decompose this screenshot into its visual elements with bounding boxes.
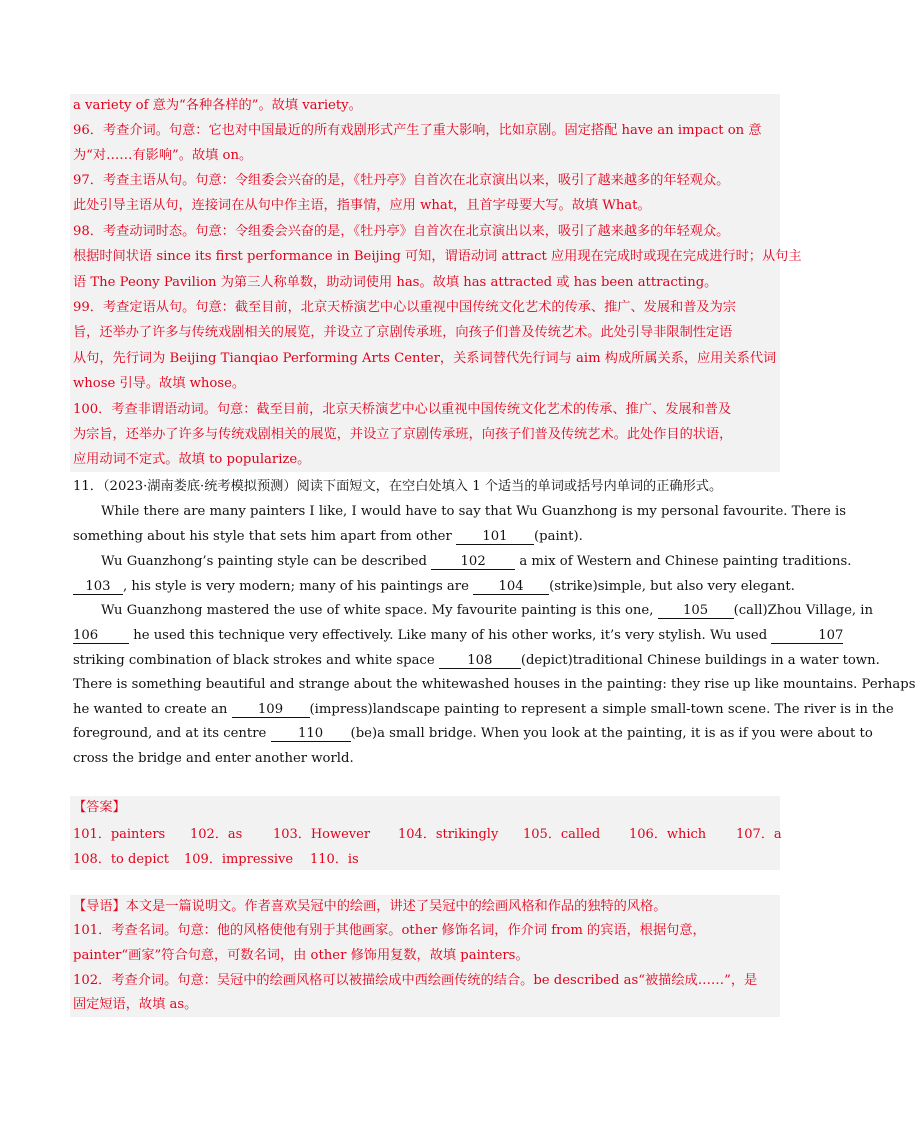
passage-line bbox=[101, 602, 873, 620]
blank-108[interactable]: 108 bbox=[439, 653, 521, 669]
explanation-line: whose 引导。故填 whose。 bbox=[73, 376, 246, 391]
passage-text: (call)Zhou Village, in bbox=[733, 603, 874, 618]
explanation-line: 从句，先行词为 Beijing Tianqiao Performing Arts Center，关系词替代先行词与 aim 构成所属关系，应用关系代词 bbox=[73, 351, 777, 366]
passage-line: cross the bridge and enter another world. bbox=[73, 751, 354, 766]
blank-110[interactable]: 110 bbox=[271, 726, 351, 742]
passage-text: (strike)simple, but also very elegant. bbox=[549, 579, 795, 594]
explanation-line: 96．考查介词。句意：它也对中国最近的所有戏剧形式产生了重大影响，比如京剧。固定搭配 have an impact on 意 bbox=[73, 123, 762, 138]
blank-109[interactable]: 109 bbox=[232, 702, 310, 718]
explanation-line: painter“画家”符合句意，可数名词，由 other 修饰用复数，故填 painters。 bbox=[73, 948, 529, 963]
explanation-line: 【导语】本文是一篇说明文。作者喜欢吴冠中的绘画，讲述了吴冠中的绘画风格和作品的独特的风格。 bbox=[73, 899, 667, 914]
passage-text: , his style is very modern; many of his paintings are bbox=[123, 579, 469, 594]
passage-text: (be)a small bridge. When you look at the painting, it is as if you were about to bbox=[350, 726, 873, 741]
blank-106[interactable]: 106 bbox=[73, 628, 129, 644]
blank-104[interactable]: 104 bbox=[473, 579, 549, 595]
passage-text: he used this technique very effectively. Like many of his other works, it’s very stylish. Wu used bbox=[133, 628, 768, 643]
explanation-line: 97．考查主语从句。句意：令组委会兴奋的是，《牡丹亭》自首次在北京演出以来，吸引了越来越多的年轻观众。 bbox=[73, 173, 730, 188]
explanation-line: 为宗旨，还举办了许多与传统戏剧相关的展览，并设立了京剧传承班，向孩子们普及传统艺术。此处作目的状语， bbox=[73, 427, 733, 442]
explanation-line: 99．考查定语从句。句意：截至目前，北京天桥演艺中心以重视中国传统文化艺术的传承、推广、发展和普及为宗 bbox=[73, 300, 736, 315]
explanation-line: 应用动词不定式。故填 to popularize。 bbox=[73, 452, 311, 467]
answer-item: 107．a bbox=[736, 827, 782, 842]
passage-line bbox=[73, 627, 843, 645]
blank-101[interactable]: 101 bbox=[456, 529, 534, 545]
explanation-line: 固定短语，故填 as。 bbox=[73, 997, 198, 1012]
passage-line bbox=[73, 528, 583, 546]
answer-item: 102．as bbox=[190, 827, 243, 842]
passage-line bbox=[73, 701, 894, 719]
blank-107[interactable]: 107 bbox=[771, 628, 843, 644]
passage-text: While there are many painters I like, I would have to say that Wu Guanzhong is my personal favourite. There is bbox=[101, 504, 847, 519]
explanation-line: 102．考查介词。句意：吴冠中的绘画风格可以被描绘成中西绘画传统的结合。be described as“被描绘成……”，是 bbox=[73, 973, 758, 988]
passage-text: Wu Guanzhong’s painting style can be described bbox=[101, 554, 427, 569]
passage-text: (depict)traditional Chinese buildings in a water town. bbox=[520, 653, 880, 668]
passage-line bbox=[101, 553, 851, 571]
answer-item: 103．However bbox=[273, 827, 371, 842]
passage-line: There is something beautiful and strange about the whitewashed houses in the painting: they rise up like mountains. Perhaps bbox=[73, 677, 916, 692]
blank-102[interactable]: 102 bbox=[431, 554, 515, 570]
passage-text: he wanted to create an bbox=[73, 702, 228, 717]
passage-text: (impress)landscape painting to represent a simple small-town scene. The river is in the bbox=[309, 702, 894, 717]
explanation-line: 此处引导主语从句，连接词在从句中作主语，指事情，应用 what，且首字母要大写。故填 What。 bbox=[73, 198, 651, 213]
passage-line bbox=[73, 652, 880, 670]
answer-item: 106．which bbox=[629, 827, 707, 842]
explanation-line: 100．考查非谓语动词。句意：截至目前，北京天桥演艺中心以重视中国传统文化艺术的传承、推广、发展和普及 bbox=[73, 402, 732, 417]
passage-line bbox=[73, 578, 795, 596]
answer-item: 104．strikingly bbox=[398, 827, 499, 842]
passage-text: striking combination of black strokes and white space bbox=[73, 653, 435, 668]
passage-text: Wu Guanzhong mastered the use of white space. My favourite painting is this one, bbox=[101, 603, 654, 618]
blank-105[interactable]: 105 bbox=[658, 603, 734, 619]
passage-text: something about his style that sets him apart from other bbox=[73, 529, 452, 544]
explanation-line: 语 The Peony Pavilion 为第三人称单数，助动词使用 has。故填 has attracted 或 has been attracting。 bbox=[73, 275, 718, 290]
passage-text: (paint). bbox=[534, 529, 583, 544]
passage-line bbox=[73, 725, 873, 743]
passage-line bbox=[101, 503, 846, 521]
passage-text: a mix of Western and Chinese painting traditions. bbox=[519, 554, 852, 569]
passage-text: foreground, and at its centre bbox=[73, 726, 267, 741]
answer-label: 【答案】 bbox=[73, 800, 126, 815]
question-header: 11．（2023·湖南娄底·统考模拟预测）阅读下面短文，在空白处填入 1 个适当的单词或括号内单词的正确形式。 bbox=[73, 479, 723, 494]
answer-item: 109．impressive bbox=[184, 852, 294, 867]
answer-item: 108．to depict bbox=[73, 852, 169, 867]
explanation-line: a variety of 意为“各种各样的”。故填 variety。 bbox=[73, 98, 362, 113]
blank-103[interactable]: 103 bbox=[73, 579, 123, 595]
explanation-line: 98．考查动词时态。句意：令组委会兴奋的是，《牡丹亭》自首次在北京演出以来，吸引了越来越多的年轻观众。 bbox=[73, 224, 730, 239]
explanation-line: 根据时间状语 since its first performance in Beijing 可知，谓语动词 attract 应用现在完成时或现在完成进行时；从句主 bbox=[73, 249, 802, 264]
answer-item: 101．painters bbox=[73, 827, 166, 842]
explanation-line: 为“对……有影响”。故填 on。 bbox=[73, 148, 253, 163]
explanation-line: 101．考查名词。句意：他的风格使他有别于其他画家。other 修饰名词，作介词 from 的宾语，根据句意， bbox=[73, 923, 706, 938]
answer-item: 105．called bbox=[523, 827, 601, 842]
answer-item: 110．is bbox=[310, 852, 359, 867]
explanation-line: 旨，还举办了许多与传统戏剧相关的展览，并设立了京剧传承班，向孩子们普及传统艺术。此处引导非限制性定语 bbox=[73, 325, 733, 340]
